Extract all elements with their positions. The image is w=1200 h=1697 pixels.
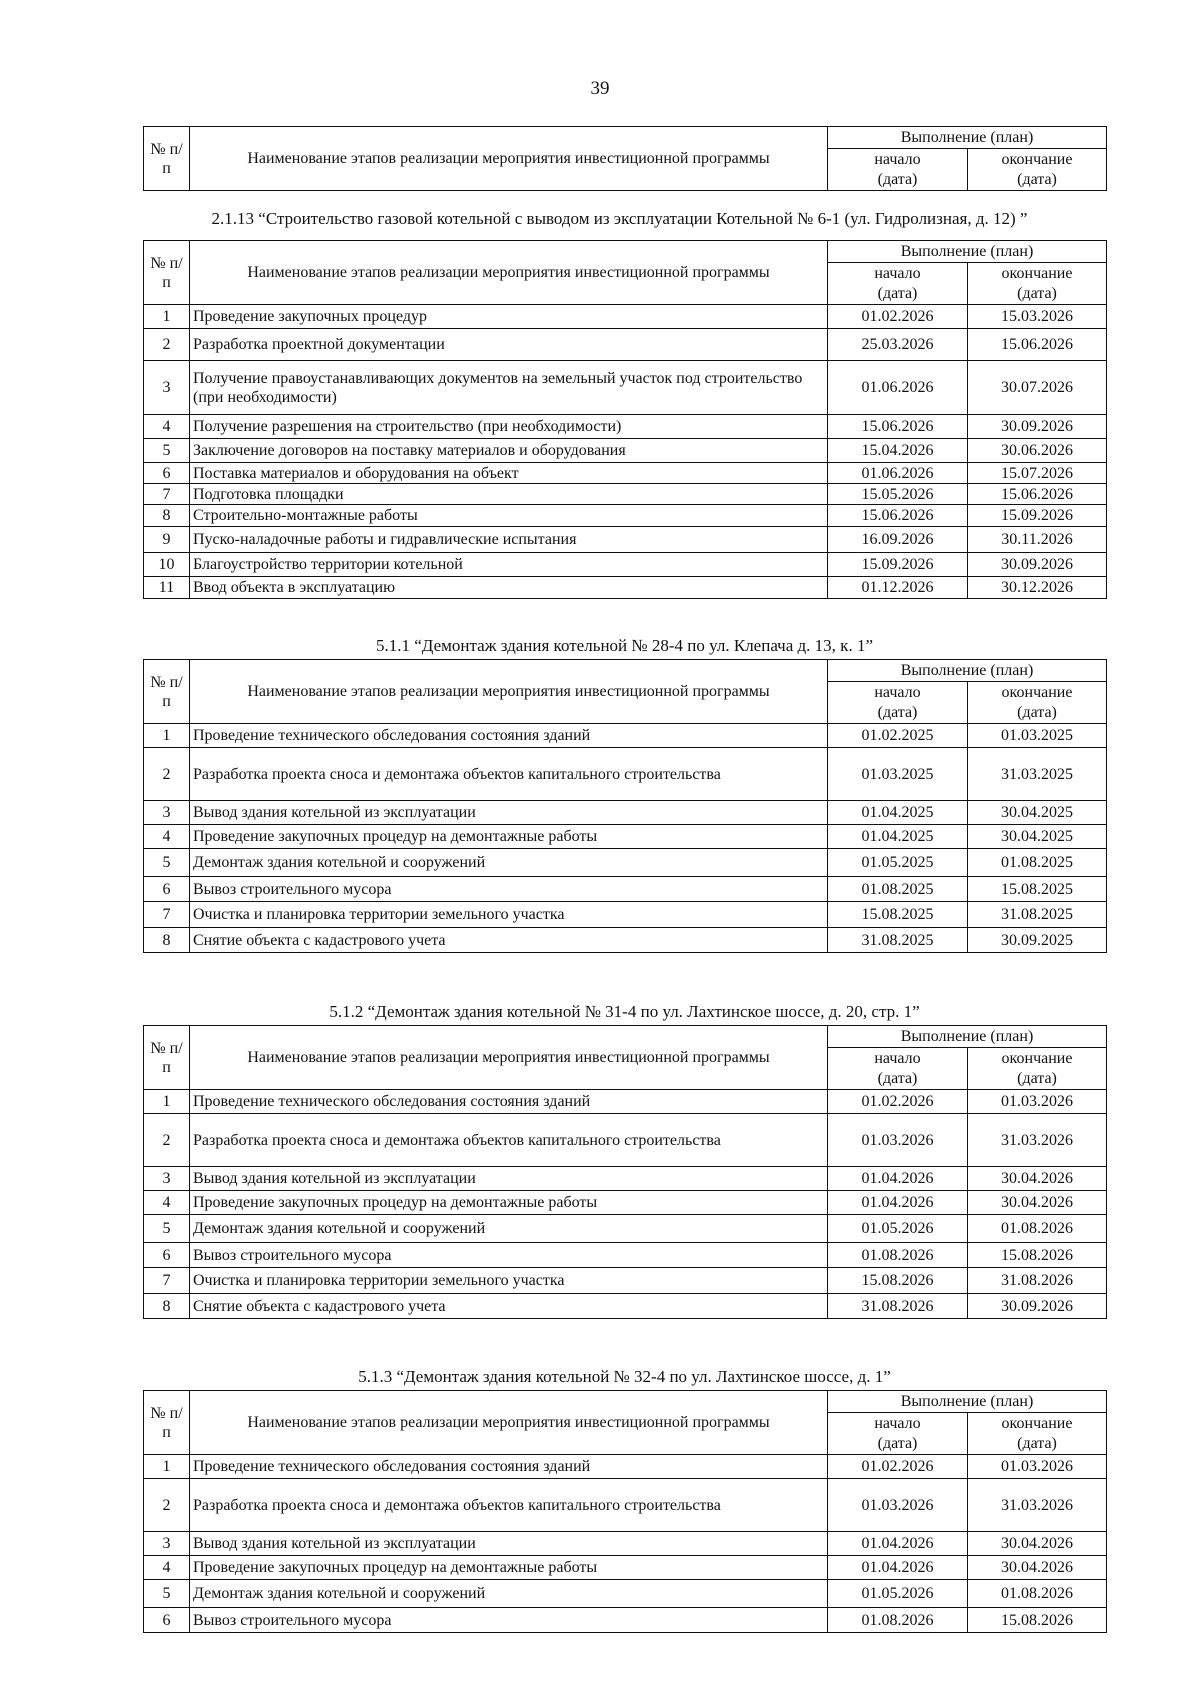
header-num: № п/п	[144, 1391, 190, 1455]
end-date: 15.08.2025	[968, 877, 1107, 902]
table-row	[144, 1090, 1107, 1114]
end-date: 15.06.2026	[968, 484, 1107, 505]
schedule-table	[143, 1390, 1107, 1633]
header-num: № п/п	[144, 241, 190, 305]
stage-name: Демонтаж здания котельной и сооружений	[190, 1215, 828, 1243]
start-date: 01.02.2025	[828, 724, 968, 748]
stage-name: Вывоз строительного мусора	[190, 877, 828, 902]
section-title: 5.1.3 “Демонтаж здания котельной № 32-4 по ул. Лахтинское шоссе, д. 1”	[358, 1367, 891, 1386]
header-exec: Выполнение (план)	[828, 127, 1107, 149]
end-date: 01.08.2026	[968, 1215, 1107, 1243]
end-date: 30.07.2026	[968, 361, 1107, 415]
table-row	[144, 928, 1107, 953]
header-end: окончание	[968, 682, 1107, 704]
end-date: 30.04.2026	[968, 1532, 1107, 1556]
table-row	[144, 439, 1107, 463]
start-date: 01.03.2026	[828, 1114, 968, 1167]
section-title: 5.1.2 “Демонтаж здания котельной № 31-4 по ул. Лахтинское шоссе, д. 20, стр. 1”	[329, 1002, 920, 1021]
row-number: 6	[144, 877, 190, 902]
section-5-1-3	[143, 1366, 1106, 1633]
table-row	[144, 553, 1107, 577]
end-date: 01.08.2025	[968, 849, 1107, 877]
table-row	[144, 484, 1107, 505]
section-5-1-1	[143, 635, 1106, 953]
stage-name: Разработка проекта сноса и демонтажа объектов капитального строительства	[190, 1114, 828, 1167]
header-name: Наименование этапов реализации мероприятия инвестиционной программы	[190, 241, 828, 305]
header-start-date: (дата)	[828, 1435, 968, 1455]
row-number: 6	[144, 1243, 190, 1268]
table-row	[144, 1268, 1107, 1294]
header-end: окончание	[968, 1413, 1107, 1435]
start-date: 01.05.2026	[828, 1580, 968, 1608]
stage-name: Демонтаж здания котельной и сооружений	[190, 1580, 828, 1608]
header-end: окончание	[968, 1048, 1107, 1070]
start-date: 01.02.2026	[828, 1090, 968, 1114]
stage-name: Подготовка площадки	[190, 484, 828, 505]
header-exec: Выполнение (план)	[828, 1391, 1107, 1413]
row-number: 7	[144, 484, 190, 505]
table-row	[144, 1479, 1107, 1532]
stage-name: Демонтаж здания котельной и сооружений	[190, 849, 828, 877]
header-end-date: (дата)	[968, 1435, 1107, 1455]
end-date: 15.07.2026	[968, 463, 1107, 484]
start-date: 01.04.2026	[828, 1556, 968, 1580]
start-date: 01.04.2026	[828, 1191, 968, 1215]
end-date: 30.04.2026	[968, 1191, 1107, 1215]
row-number: 1	[144, 1455, 190, 1479]
stage-name: Проведение технического обследования состояния зданий	[190, 1455, 828, 1479]
end-date: 15.08.2026	[968, 1608, 1107, 1633]
row-number: 4	[144, 415, 190, 439]
end-date: 30.04.2025	[968, 825, 1107, 849]
table-row	[144, 1580, 1107, 1608]
row-number: 3	[144, 1532, 190, 1556]
stage-name: Проведение закупочных процедур на демонтажные работы	[190, 1191, 828, 1215]
table-row	[144, 463, 1107, 484]
header-end-date: (дата)	[968, 704, 1107, 724]
start-date: 15.08.2025	[828, 902, 968, 928]
table-row	[144, 748, 1107, 801]
start-date: 01.08.2026	[828, 1608, 968, 1633]
row-number: 2	[144, 1479, 190, 1532]
section-title: 5.1.1 “Демонтаж здания котельной № 28-4 по ул. Клепача д. 13, к. 1”	[376, 636, 873, 655]
start-date: 25.03.2026	[828, 329, 968, 361]
row-number: 4	[144, 825, 190, 849]
table-row	[144, 877, 1107, 902]
start-date: 01.04.2025	[828, 801, 968, 825]
start-date: 01.03.2026	[828, 1479, 968, 1532]
header-start: начало	[828, 682, 968, 704]
table-row	[144, 415, 1107, 439]
header-num: № п/п	[144, 127, 190, 191]
header-start-date: (дата)	[828, 1070, 968, 1090]
header-name: Наименование этапов реализации мероприятия инвестиционной программы	[190, 660, 828, 724]
start-date: 15.04.2026	[828, 439, 968, 463]
table-row	[144, 1191, 1107, 1215]
table-row	[144, 902, 1107, 928]
row-number: 3	[144, 361, 190, 415]
start-date: 01.02.2026	[828, 1455, 968, 1479]
section-2-1-13	[143, 208, 1106, 599]
header-exec: Выполнение (план)	[828, 241, 1107, 263]
stage-name: Разработка проекта сноса и демонтажа объектов капитального строительства	[190, 1479, 828, 1532]
schedule-table	[143, 659, 1107, 953]
start-date: 31.08.2025	[828, 928, 968, 953]
header-start-date: (дата)	[828, 285, 968, 305]
stage-name: Пуско-наладочные работы и гидравлические испытания	[190, 527, 828, 553]
row-number: 1	[144, 1090, 190, 1114]
row-number: 2	[144, 329, 190, 361]
start-date: 31.08.2026	[828, 1294, 968, 1319]
start-date: 01.12.2026	[828, 577, 968, 599]
table-row	[144, 825, 1107, 849]
row-number: 6	[144, 463, 190, 484]
row-number: 8	[144, 928, 190, 953]
header-exec: Выполнение (план)	[828, 1026, 1107, 1048]
start-date: 01.08.2025	[828, 877, 968, 902]
continuation-header-table	[143, 126, 1107, 191]
end-date: 15.06.2026	[968, 329, 1107, 361]
header-name: Наименование этапов реализации мероприятия инвестиционной программы	[190, 1026, 828, 1090]
end-date: 30.04.2025	[968, 801, 1107, 825]
table-row	[144, 1532, 1107, 1556]
stage-name: Ввод объекта в эксплуатацию	[190, 577, 828, 599]
end-date: 01.08.2026	[968, 1580, 1107, 1608]
row-number: 8	[144, 505, 190, 527]
table-row	[144, 1294, 1107, 1319]
table-row	[144, 1455, 1107, 1479]
start-date: 15.06.2026	[828, 415, 968, 439]
table-row	[144, 329, 1107, 361]
table-row	[144, 305, 1107, 329]
stage-name: Проведение технического обследования состояния зданий	[190, 724, 828, 748]
end-date: 30.09.2025	[968, 928, 1107, 953]
end-date: 31.03.2026	[968, 1479, 1107, 1532]
start-date: 01.03.2025	[828, 748, 968, 801]
stage-name: Благоустройство территории котельной	[190, 553, 828, 577]
end-date: 15.09.2026	[968, 505, 1107, 527]
end-date: 30.09.2026	[968, 1294, 1107, 1319]
header-exec: Выполнение (план)	[828, 660, 1107, 682]
header-start-date: (дата)	[828, 171, 968, 191]
header-name: Наименование этапов реализации мероприятия инвестиционной программы	[190, 1391, 828, 1455]
table-row	[144, 1167, 1107, 1191]
start-date: 01.04.2026	[828, 1532, 968, 1556]
row-number: 2	[144, 1114, 190, 1167]
header-start: начало	[828, 149, 968, 171]
start-date: 01.06.2026	[828, 463, 968, 484]
end-date: 30.12.2026	[968, 577, 1107, 599]
table-row	[144, 1608, 1107, 1633]
header-num: № п/п	[144, 1026, 190, 1090]
page-number: 39	[590, 78, 610, 99]
row-number: 11	[144, 577, 190, 599]
section-title: 2.1.13 “Строительство газовой котельной с выводом из эксплуатации Котельной № 6-1 (ул. Гидролизная, д. 12) ”	[211, 209, 1028, 228]
row-number: 5	[144, 1215, 190, 1243]
stage-name: Вывод здания котельной из эксплуатации	[190, 1532, 828, 1556]
stage-name: Очистка и планировка территории земельного участка	[190, 902, 828, 928]
table-row	[144, 1556, 1107, 1580]
stage-name: Снятие объекта с кадастрового учета	[190, 1294, 828, 1319]
row-number: 3	[144, 1167, 190, 1191]
header-end-date: (дата)	[968, 171, 1107, 191]
stage-name: Снятие объекта с кадастрового учета	[190, 928, 828, 953]
section-5-1-2	[143, 1001, 1106, 1319]
row-number: 5	[144, 849, 190, 877]
schedule-table	[143, 240, 1107, 599]
table-row	[144, 1243, 1107, 1268]
stage-name: Получение разрешения на строительство (при необходимости)	[190, 415, 828, 439]
end-date: 30.04.2026	[968, 1167, 1107, 1191]
end-date: 15.03.2026	[968, 305, 1107, 329]
table-row	[144, 577, 1107, 599]
end-date: 31.03.2026	[968, 1114, 1107, 1167]
header-start: начало	[828, 1413, 968, 1435]
row-number: 7	[144, 902, 190, 928]
end-date: 31.08.2026	[968, 1268, 1107, 1294]
row-number: 4	[144, 1191, 190, 1215]
header-start: начало	[828, 1048, 968, 1070]
table-row	[144, 1114, 1107, 1167]
row-number: 7	[144, 1268, 190, 1294]
row-number: 1	[144, 305, 190, 329]
row-number: 8	[144, 1294, 190, 1319]
row-number: 2	[144, 748, 190, 801]
start-date: 01.04.2025	[828, 825, 968, 849]
row-number: 5	[144, 439, 190, 463]
row-number: 9	[144, 527, 190, 553]
stage-name: Проведение технического обследования состояния зданий	[190, 1090, 828, 1114]
table-row	[144, 724, 1107, 748]
row-number: 6	[144, 1608, 190, 1633]
start-date: 01.04.2026	[828, 1167, 968, 1191]
stage-name: Поставка материалов и оборудования на объект	[190, 463, 828, 484]
end-date: 31.08.2025	[968, 902, 1107, 928]
start-date: 01.05.2025	[828, 849, 968, 877]
stage-name: Вывоз строительного мусора	[190, 1608, 828, 1633]
end-date: 30.04.2026	[968, 1556, 1107, 1580]
end-date: 15.08.2026	[968, 1243, 1107, 1268]
stage-name: Разработка проектной документации	[190, 329, 828, 361]
stage-name: Строительно-монтажные работы	[190, 505, 828, 527]
start-date: 15.09.2026	[828, 553, 968, 577]
start-date: 01.08.2026	[828, 1243, 968, 1268]
row-number: 3	[144, 801, 190, 825]
stage-name: Вывод здания котельной из эксплуатации	[190, 1167, 828, 1191]
schedule-table	[143, 1025, 1107, 1319]
table-row	[144, 801, 1107, 825]
stage-name: Проведение закупочных процедур на демонтажные работы	[190, 1556, 828, 1580]
stage-name: Проведение закупочных процедур	[190, 305, 828, 329]
header-start: начало	[828, 263, 968, 285]
end-date: 31.03.2025	[968, 748, 1107, 801]
header-num: № п/п	[144, 660, 190, 724]
start-date: 15.08.2026	[828, 1268, 968, 1294]
table-row	[144, 849, 1107, 877]
end-date: 30.11.2026	[968, 527, 1107, 553]
row-number: 4	[144, 1556, 190, 1580]
header-end: окончание	[968, 263, 1107, 285]
header-start-date: (дата)	[828, 704, 968, 724]
stage-name: Проведение закупочных процедур на демонтажные работы	[190, 825, 828, 849]
table-row	[144, 1215, 1107, 1243]
start-date: 15.05.2026	[828, 484, 968, 505]
row-number: 5	[144, 1580, 190, 1608]
end-date: 30.06.2026	[968, 439, 1107, 463]
row-number: 10	[144, 553, 190, 577]
end-date: 30.09.2026	[968, 553, 1107, 577]
table-row	[144, 527, 1107, 553]
stage-name: Заключение договоров на поставку материалов и оборудования	[190, 439, 828, 463]
start-date: 01.05.2026	[828, 1215, 968, 1243]
stage-name: Вывоз строительного мусора	[190, 1243, 828, 1268]
stage-name: Получение правоустанавливающих документов на земельный участок под строительство (при необходимости)	[190, 361, 828, 415]
stage-name: Вывод здания котельной из эксплуатации	[190, 801, 828, 825]
end-date: 01.03.2025	[968, 724, 1107, 748]
end-date: 01.03.2026	[968, 1090, 1107, 1114]
start-date: 15.06.2026	[828, 505, 968, 527]
end-date: 30.09.2026	[968, 415, 1107, 439]
header-end-date: (дата)	[968, 285, 1107, 305]
start-date: 01.02.2026	[828, 305, 968, 329]
header-end: окончание	[968, 149, 1107, 171]
stage-name: Очистка и планировка территории земельного участка	[190, 1268, 828, 1294]
row-number: 1	[144, 724, 190, 748]
end-date: 01.03.2026	[968, 1455, 1107, 1479]
table-row	[144, 361, 1107, 415]
header-name: Наименование этапов реализации мероприятия инвестиционной программы	[190, 127, 828, 191]
table-row	[144, 505, 1107, 527]
start-date: 01.06.2026	[828, 361, 968, 415]
header-end-date: (дата)	[968, 1070, 1107, 1090]
stage-name: Разработка проекта сноса и демонтажа объектов капитального строительства	[190, 748, 828, 801]
start-date: 16.09.2026	[828, 527, 968, 553]
continuation-header-block	[143, 126, 1106, 191]
